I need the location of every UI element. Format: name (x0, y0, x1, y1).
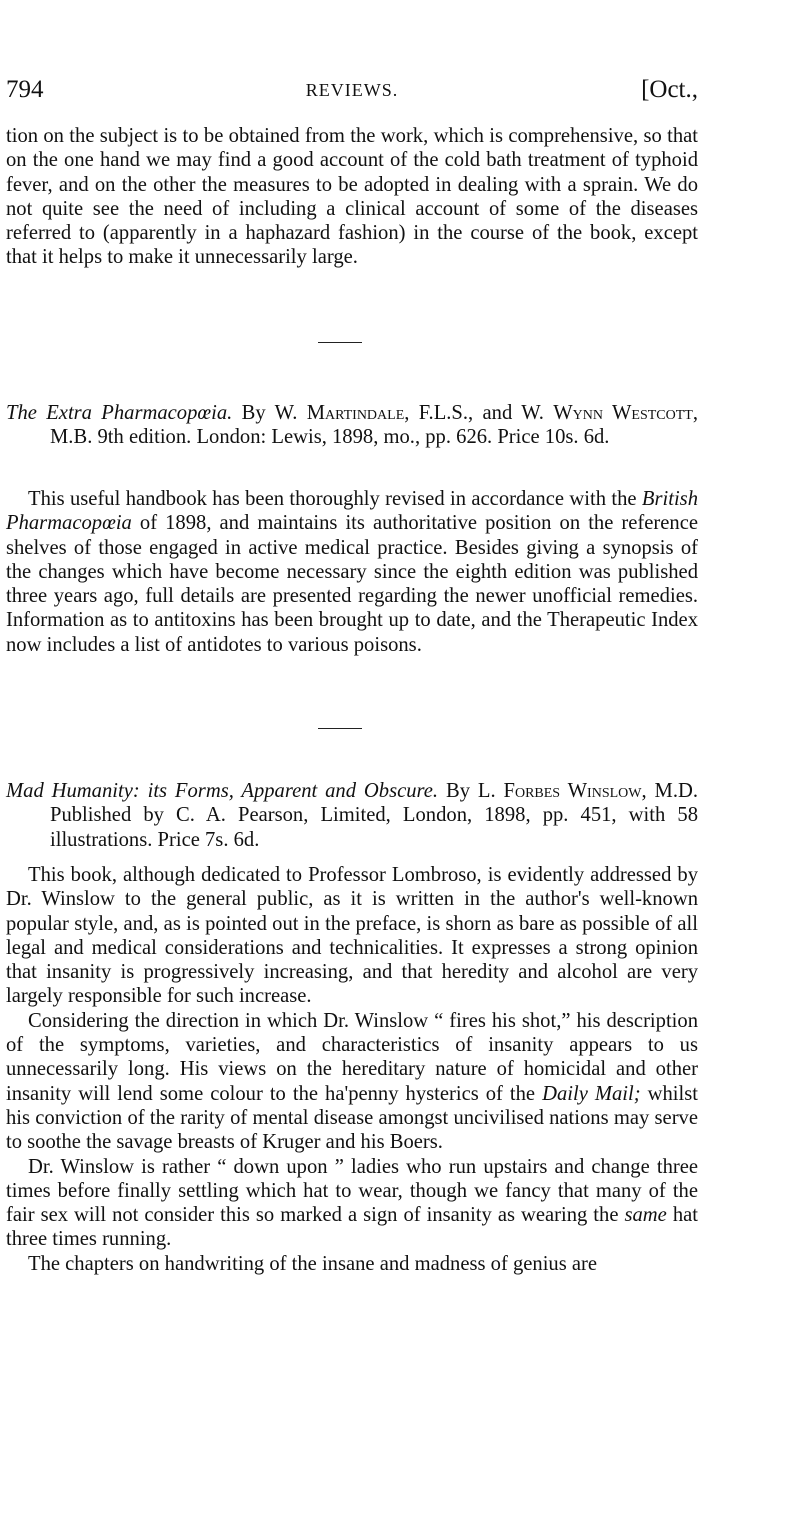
review2-body (6, 863, 698, 1276)
review2-paragraph-1: This book, although dedicated to Professor Lombroso, is evidently addressed by Dr. Winslow to the general public, as it is written in the author's well-known popular style, and, as is pointed out in the preface, is shorn as bare as possible of all legal and medical considerations and technicalities. It expresses a strong opinion that insanity is progressively increasing, and that heredity and alcohol are very largely responsible for such increase. (6, 864, 698, 1008)
issue-date: [Oct., (641, 76, 698, 103)
running-title: REVIEWS. (305, 80, 399, 100)
review1-text-b: of 1898, and maintains its authoritative position on the reference shelves of those engaged in active medical practice. Besides giving a synopsis of the changes which have become necessary since the eighth edition was published three years ago, full details are presented regarding the newer unofficial remedies. Information as to antitoxins has been brought up to date, and the Therapeutic Index now includes a list of antidotes to various poisons. (6, 512, 698, 656)
review2-author: Forbes Winslow, (503, 780, 647, 802)
review1-citation (6, 401, 698, 450)
page-number: 794 (6, 76, 44, 103)
review2-paragraph-4: The chapters on handwriting of the insane and madness of genius are (28, 1252, 598, 1275)
review2-p2-text-b: whilst his conviction of the rarity of mental disease amongst uncivilised nations may serve to soothe the savage breasts of Kruger and his Boers. (6, 1082, 698, 1154)
review1-body (6, 487, 698, 657)
intro-paragraph-block (6, 124, 698, 270)
review2-p2-text-a: Considering the direction in which Dr. Winslow “ fires his shot,” his description of the symptoms, varieties, and characteristics of insanity appears to us unnecessarily long. His views on the hereditary nature of homicidal and other insanity will lend some colour to the ha'penny hysterics of the (6, 1009, 698, 1105)
review1-cred1: F.L.S., and W. (418, 402, 544, 424)
intro-paragraph: tion on the subject is to be obtained from the work, which is comprehensive, so that on the one hand we may find a good account of the cold bath treatment of typhoid fever, and on the other the measures to be adopted in dealing with a sprain. We do not quite see the need of including a clinical account of some of the diseases referred to (apparently in a haphazard fashion) in the course of the book, except that it helps to make it unnecessarily large. (6, 125, 698, 269)
review1-author1: Martindale, (306, 402, 410, 424)
review2-title: Mad Humanity: its Forms, Apparent and Obscure. (6, 780, 439, 802)
review1-paragraph (6, 487, 698, 657)
review1-text-italic: British Pharmacopœia (6, 488, 698, 535)
section-divider-1 (318, 342, 362, 343)
review1-author2: Wynn Westcott, (553, 402, 699, 424)
review1-details: M.B. 9th edition. London: Lewis, 1898, mo., pp. 626. Price 10s. 6d. (50, 426, 610, 449)
review1-title: The Extra Pharmacopœia. (6, 402, 233, 424)
review1-text-a: This useful handbook has been thoroughly revised in accordance with the (28, 488, 637, 510)
review2-p2-italic: Daily Mail; (542, 1082, 641, 1105)
review2-by: By L. (445, 780, 496, 802)
review2-paragraph-3 (6, 1155, 698, 1252)
review2-p3-italic: same (624, 1204, 667, 1227)
review2-p3-text-b: hat three times running. (6, 1204, 698, 1251)
review2-citation (6, 779, 698, 852)
review2-details: M.D. Published by C. A. Pearson, Limited, London, 1898, pp. 451, with 58 illustrations. Price 7s. 6d. (50, 780, 699, 851)
review1-by: By W. (241, 402, 298, 424)
review2-p3-text-a: Dr. Winslow is rather “ down upon ” ladies who run upstairs and change three times before finally settling which hat to wear, though we fancy that many of the fair sex will not consider this so marked a sign of insanity as wearing the (6, 1155, 698, 1227)
section-divider-2 (318, 728, 362, 729)
running-header (6, 76, 698, 108)
review2-paragraph-2 (6, 1009, 698, 1155)
